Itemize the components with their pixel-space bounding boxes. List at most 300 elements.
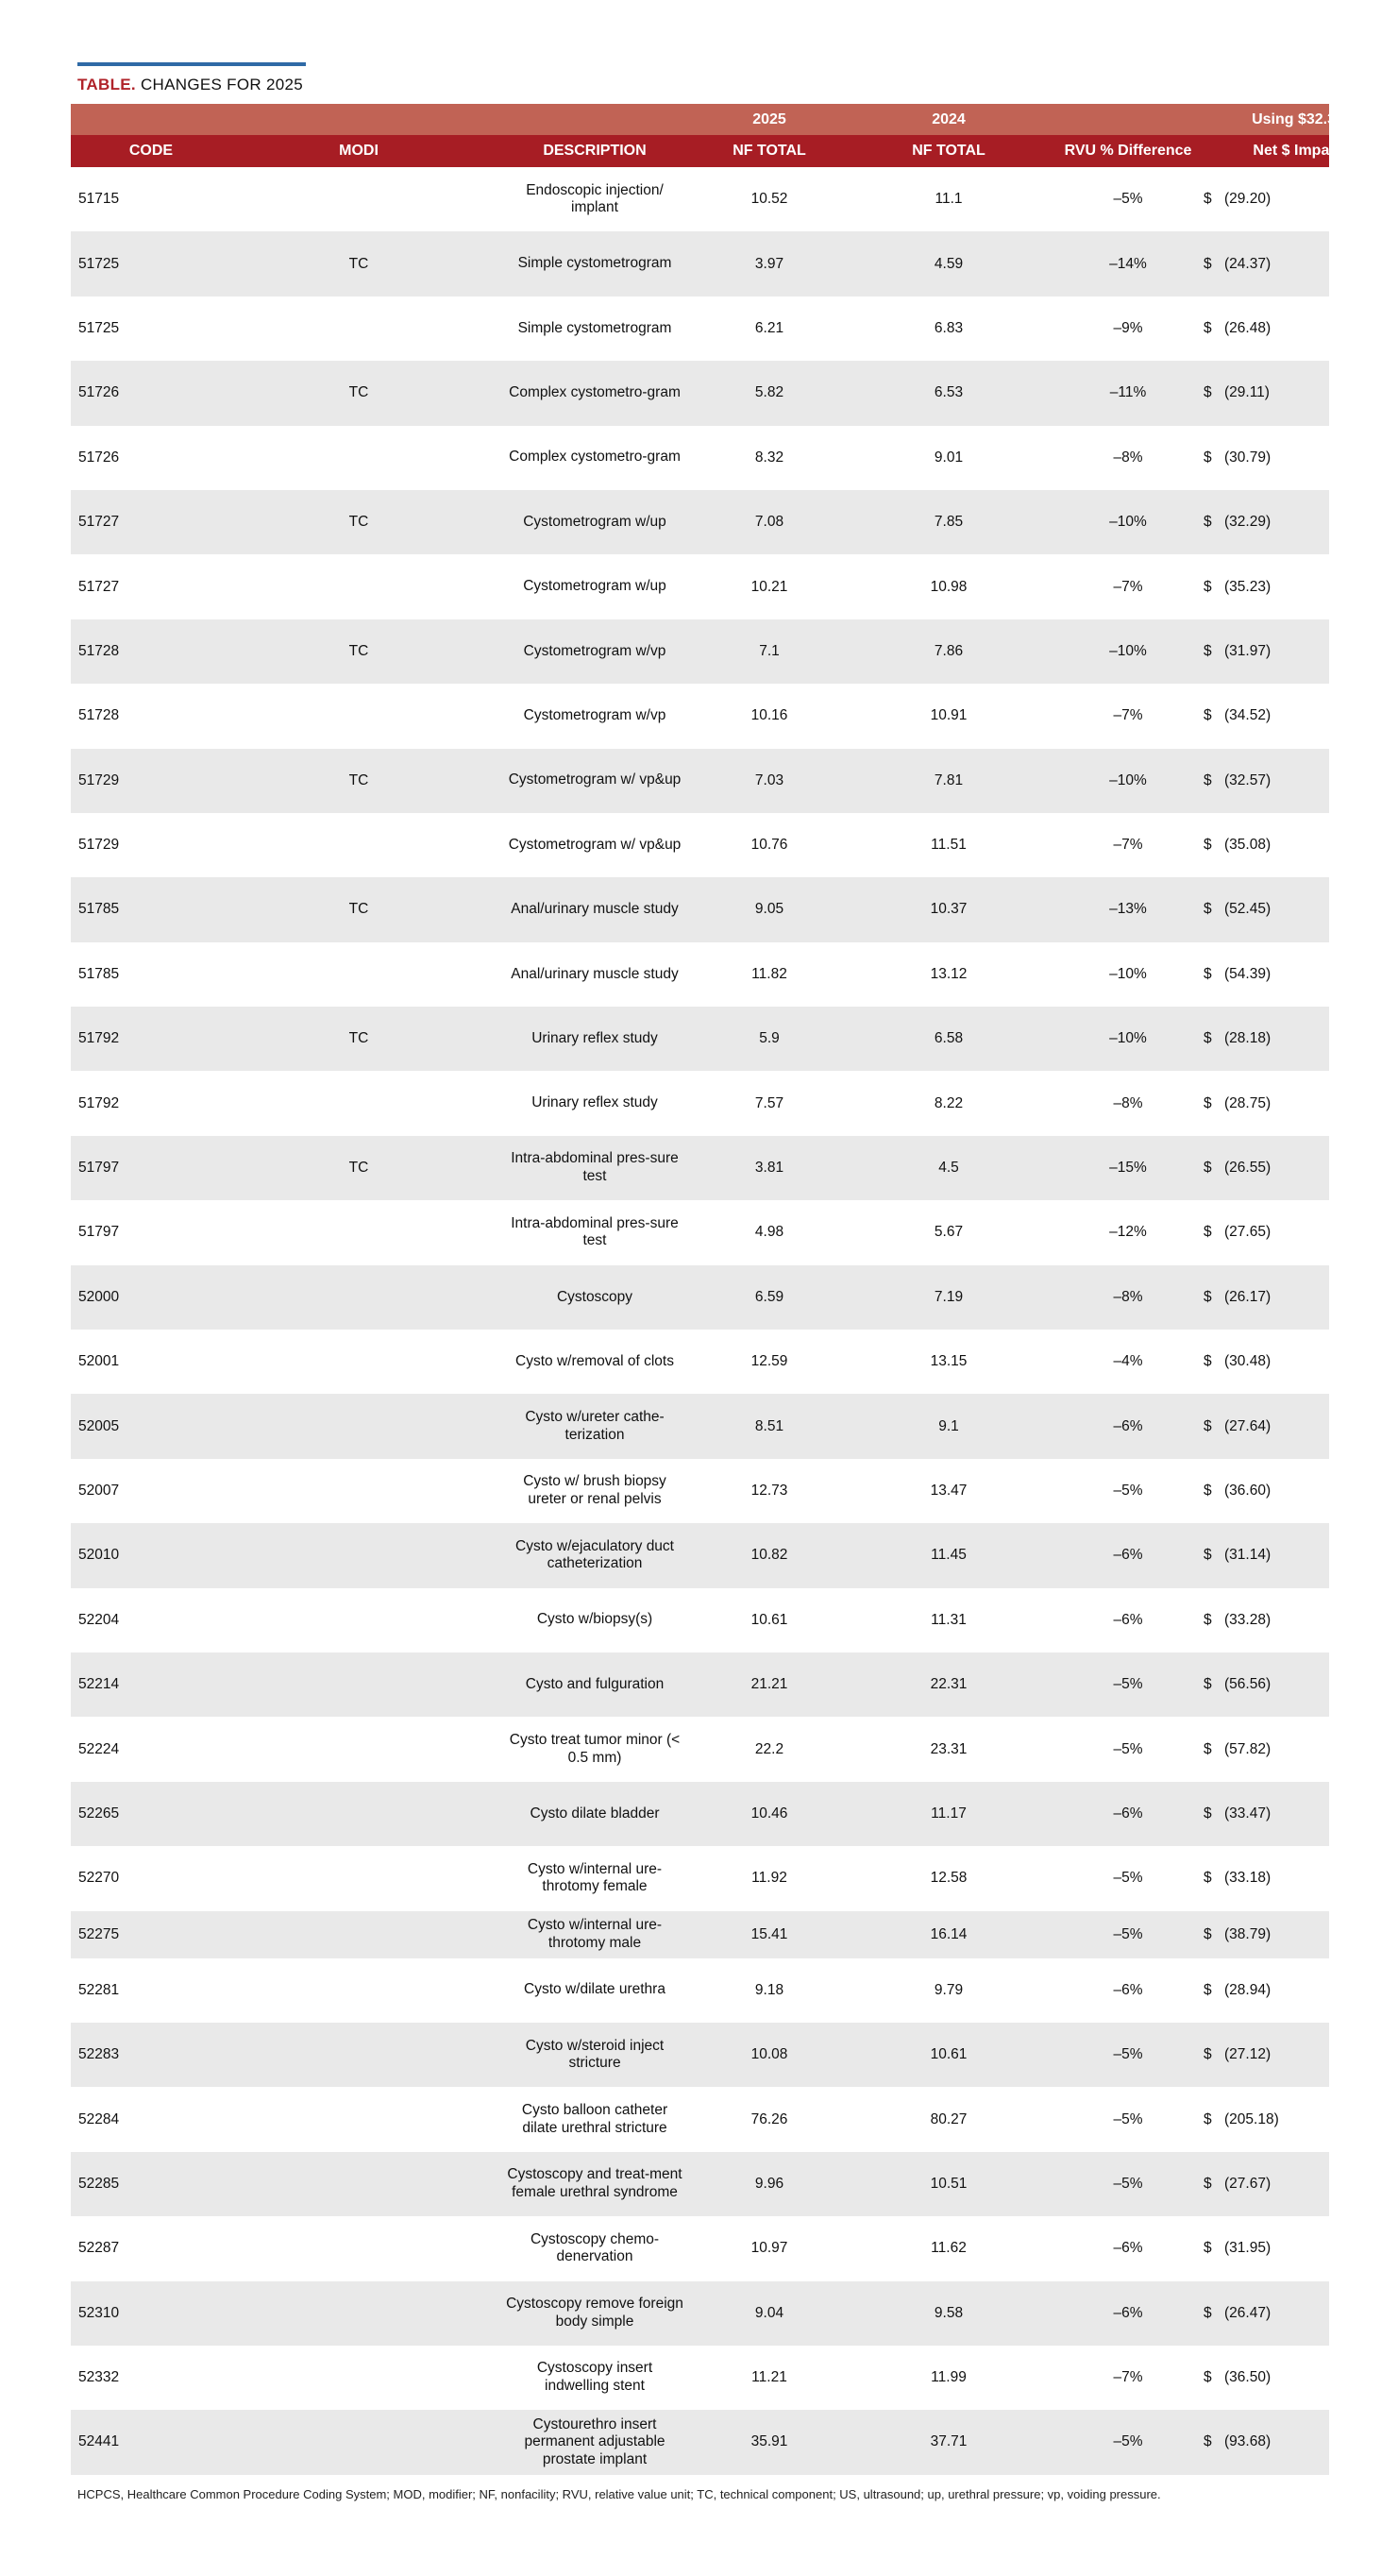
- currency-symbol: $: [1204, 1611, 1212, 1628]
- nf-total-2024-cell: 10.37: [930, 901, 968, 918]
- net-impact-value: (27.64): [1224, 1417, 1272, 1434]
- rvu-difference-cell: –8%: [1113, 1288, 1143, 1305]
- currency-symbol: $: [1204, 2046, 1212, 2063]
- net-impact-value: (57.82): [1224, 1740, 1272, 1757]
- table-row: [71, 490, 1329, 554]
- nf-total-2025-cell: 11.21: [751, 2369, 787, 2386]
- net-impact-cell: [1204, 1652, 1336, 1717]
- nf-total-2025-cell: 4.98: [754, 1224, 784, 1241]
- modifier-cell: [307, 1459, 411, 1523]
- table-row: [71, 1007, 1329, 1071]
- nf-total-2025-cell: 10.46: [750, 1805, 788, 1822]
- currency-symbol: $: [1204, 2175, 1212, 2192]
- nf-total-2024-cell: 10.98: [930, 578, 968, 595]
- nf-total-2025-cell: 10.21: [750, 578, 788, 595]
- rvu-difference-cell: –6%: [1113, 1981, 1143, 1998]
- currency-symbol: $: [1204, 1224, 1212, 1241]
- code-cell: 51725: [78, 255, 120, 272]
- modifier-cell: TC: [348, 642, 369, 659]
- net-impact-cell: [1204, 2087, 1336, 2151]
- code-cell: 51785: [78, 965, 120, 982]
- rvu-difference-cell: –11%: [1109, 384, 1147, 401]
- net-impact-value: (26.47): [1224, 2304, 1272, 2321]
- rvu-difference-cell: –10%: [1109, 1030, 1147, 1047]
- nf-total-2025-cell: 9.04: [754, 2304, 784, 2321]
- table-row: [71, 749, 1329, 813]
- nf-total-2024-cell: 9.79: [934, 1981, 964, 1998]
- modifier-cell: [307, 1782, 411, 1846]
- modifier-cell: TC: [348, 901, 369, 918]
- nf-total-2024-cell: 13.47: [930, 1483, 968, 1499]
- rvu-difference-cell: –6%: [1113, 1611, 1143, 1628]
- modifier-cell: [307, 1652, 411, 1717]
- nf-total-2025-cell: 35.91: [750, 2433, 788, 2450]
- table-row: [71, 554, 1329, 619]
- table-row: [71, 1523, 1329, 1587]
- description: Cysto w/removal of clots: [515, 1352, 674, 1369]
- rvu-difference-cell: –12%: [1109, 1224, 1147, 1241]
- code-cell: 51727: [78, 578, 120, 595]
- nf-total-2024-cell: 11.31: [931, 1611, 967, 1628]
- code-cell: 52287: [78, 2240, 120, 2257]
- net-impact-value: (38.79): [1224, 1925, 1272, 1942]
- code-cell: 52000: [78, 1288, 120, 1305]
- title-rule: [77, 62, 306, 66]
- description: Cysto w/ureter cathe-terization: [525, 1409, 665, 1443]
- rvu-difference-cell: –5%: [1113, 1676, 1143, 1693]
- code-cell: 52281: [78, 1981, 120, 1998]
- code-cell: 52441: [78, 2433, 120, 2450]
- nf-total-2025-cell: 7.1: [759, 642, 780, 659]
- currency-symbol: $: [1204, 191, 1212, 208]
- net-impact-cell: [1204, 813, 1336, 877]
- table-row: [71, 231, 1329, 296]
- nf-total-2025-cell: 3.81: [754, 1160, 784, 1177]
- net-impact-value: (33.47): [1224, 1805, 1272, 1822]
- code-cell: 51728: [78, 642, 120, 659]
- code-cell: 51725: [78, 319, 120, 336]
- nf-total-2024-cell: 12.58: [930, 1870, 968, 1887]
- currency-symbol: $: [1204, 578, 1212, 595]
- currency-symbol: $: [1204, 1160, 1212, 1177]
- description: Complex cystometro-gram: [509, 384, 681, 401]
- modifier-cell: [307, 2410, 411, 2474]
- rvu-difference-cell: –6%: [1113, 2240, 1143, 2257]
- description: Simple cystometrogram: [517, 319, 672, 336]
- net-impact-value: (27.65): [1224, 1224, 1272, 1241]
- modifier-cell: [307, 2023, 411, 2087]
- description: Cystoscopy: [556, 1288, 633, 1305]
- nf-total-2024-cell: 23.31: [930, 1740, 968, 1757]
- net-impact-value: (54.39): [1224, 965, 1272, 982]
- rvu-difference-cell: –5%: [1113, 191, 1143, 208]
- rvu-difference-cell: –4%: [1113, 1353, 1143, 1370]
- rvu-difference-cell: –5%: [1113, 1740, 1143, 1757]
- code-cell: 51726: [78, 449, 120, 466]
- description: Cysto and fulguration: [525, 1675, 665, 1692]
- net-impact-cell: [1204, 554, 1336, 619]
- modifier-cell: [307, 297, 411, 361]
- modifier-cell: [307, 2346, 411, 2410]
- net-impact-cell: [1204, 1911, 1336, 1958]
- code-cell: 52265: [78, 1805, 120, 1822]
- nf-total-2025-cell: 9.96: [754, 2175, 784, 2192]
- table-row: [71, 1136, 1329, 1200]
- currency-symbol: $: [1204, 1094, 1212, 1111]
- net-impact-value: (33.28): [1224, 1611, 1272, 1628]
- table-row: [71, 813, 1329, 877]
- nf-total-2024-cell: 11.99: [931, 2369, 967, 2386]
- code-cell: 52284: [78, 2110, 120, 2127]
- nf-total-2025-cell: 3.97: [754, 255, 784, 272]
- table-row: [71, 2152, 1329, 2216]
- nf-total-2025-cell: 10.52: [750, 191, 788, 208]
- description: Cystometrogram w/ vp&up: [508, 836, 682, 853]
- nf-total-2024-cell: 10.91: [930, 707, 968, 724]
- header-band-columns: [71, 135, 1343, 167]
- currency-symbol: $: [1204, 771, 1212, 788]
- net-impact-value: (26.48): [1224, 319, 1272, 336]
- code-cell: 51797: [78, 1160, 120, 1177]
- code-cell: 51729: [78, 771, 120, 788]
- modifier-cell: TC: [348, 771, 369, 788]
- nf-total-2024-cell: 4.59: [934, 255, 964, 272]
- currency-symbol: $: [1204, 255, 1212, 272]
- modifier-cell: [307, 1588, 411, 1652]
- table-row: [71, 619, 1329, 684]
- modifier-cell: [307, 2152, 411, 2216]
- description: Cystoscopy and treat-ment female urethral syndrome: [507, 2166, 682, 2200]
- table-row: [71, 942, 1329, 1007]
- description: Anal/urinary muscle study: [511, 965, 679, 982]
- description: Cysto w/internal ure-throtomy female: [527, 1860, 663, 1895]
- currency-symbol: $: [1204, 384, 1212, 401]
- net-impact-value: (27.12): [1224, 2046, 1272, 2063]
- description: Cysto w/ejaculatory duct catheterization: [515, 1537, 674, 1572]
- modifier-cell: [307, 1523, 411, 1587]
- header-description: DESCRIPTION: [543, 143, 647, 159]
- table-row: [71, 1652, 1329, 1717]
- net-impact-cell: [1204, 1717, 1336, 1781]
- header-band-years: [71, 104, 1344, 135]
- nf-total-2024-cell: 11.45: [931, 1547, 967, 1564]
- modifier-cell: [307, 813, 411, 877]
- table-row: [71, 2346, 1329, 2410]
- table-row: [71, 1911, 1329, 1958]
- caption-title: CHANGES FOR 2025: [140, 76, 303, 93]
- header-year-2025: 2025: [752, 110, 786, 127]
- code-cell: 51728: [78, 707, 120, 724]
- nf-total-2024-cell: 11.62: [931, 2240, 967, 2257]
- net-impact-value: (32.57): [1224, 771, 1272, 788]
- modifier-cell: [307, 2281, 411, 2346]
- rvu-difference-cell: –7%: [1113, 578, 1143, 595]
- description: Cysto w/internal ure-throtomy male: [527, 1916, 663, 1951]
- currency-symbol: $: [1204, 1740, 1212, 1757]
- modifier-cell: [307, 1958, 411, 2023]
- rvu-difference-cell: –5%: [1113, 1483, 1143, 1499]
- rvu-difference-cell: –8%: [1113, 449, 1143, 466]
- description: Cystoscopy insert indwelling stent: [536, 2360, 653, 2395]
- nf-total-2025-cell: 10.82: [750, 1547, 788, 1564]
- net-impact-cell: [1204, 1136, 1336, 1200]
- rvu-difference-cell: –5%: [1113, 2046, 1143, 2063]
- nf-total-2025-cell: 9.05: [754, 901, 784, 918]
- rvu-difference-cell: –5%: [1113, 2110, 1143, 2127]
- currency-symbol: $: [1204, 319, 1212, 336]
- description: Cystoscopy remove foreign body simple: [506, 2296, 683, 2330]
- rvu-difference-cell: –15%: [1109, 1160, 1147, 1177]
- description: Anal/urinary muscle study: [511, 901, 679, 918]
- code-cell: 52332: [78, 2369, 120, 2386]
- nf-total-2024-cell: 80.27: [930, 2110, 968, 2127]
- rvu-difference-cell: –13%: [1109, 901, 1147, 918]
- net-impact-cell: [1204, 2152, 1336, 2216]
- nf-total-2024-cell: 8.22: [934, 1094, 964, 1111]
- description: Intra-abdominal pres-sure test: [511, 1214, 679, 1249]
- net-impact-cell: [1204, 877, 1336, 941]
- nf-total-2024-cell: 16.14: [930, 1925, 968, 1942]
- description: Urinary reflex study: [531, 1094, 658, 1111]
- nf-total-2024-cell: 9.1: [938, 1417, 959, 1434]
- modifier-cell: [307, 1717, 411, 1781]
- table-caption: [77, 76, 303, 94]
- currency-symbol: $: [1204, 1547, 1212, 1564]
- description: Cysto w/steroid inject stricture: [525, 2037, 665, 2072]
- net-impact-value: (33.18): [1224, 1870, 1272, 1887]
- code-cell: 51785: [78, 901, 120, 918]
- description: Cysto treat tumor minor (< 0.5 mm): [509, 1731, 681, 1766]
- header-using-rate: Using $32.35: [1252, 110, 1344, 127]
- table-row: [71, 877, 1329, 941]
- currency-symbol: $: [1204, 965, 1212, 982]
- table-row: [71, 2281, 1329, 2346]
- nf-total-2024-cell: 5.67: [934, 1224, 964, 1241]
- nf-total-2024-cell: 13.12: [930, 965, 968, 982]
- data-table: [71, 167, 1329, 2475]
- net-impact-value: (28.75): [1224, 1094, 1272, 1111]
- table-row: [71, 1071, 1329, 1135]
- modifier-cell: [307, 1911, 411, 1958]
- net-impact-value: (29.20): [1224, 191, 1272, 208]
- currency-symbol: $: [1204, 1417, 1212, 1434]
- table-row: [71, 2023, 1329, 2087]
- net-impact-value: (205.18): [1224, 2110, 1279, 2127]
- nf-total-2025-cell: 11.92: [751, 1870, 787, 1887]
- table-row: [71, 297, 1329, 361]
- modifier-cell: TC: [348, 384, 369, 401]
- net-impact-value: (26.17): [1224, 1288, 1272, 1305]
- code-cell: 52270: [78, 1870, 120, 1887]
- currency-symbol: $: [1204, 901, 1212, 918]
- header-rvu-difference: RVU % Difference: [1064, 143, 1192, 159]
- net-impact-cell: [1204, 297, 1336, 361]
- code-cell: 52275: [78, 1925, 120, 1942]
- currency-symbol: $: [1204, 2369, 1212, 2386]
- net-impact-value: (31.97): [1224, 642, 1272, 659]
- table-row: [71, 1330, 1329, 1394]
- net-impact-cell: [1204, 1071, 1336, 1135]
- table-row: [71, 1265, 1329, 1330]
- code-cell: 52001: [78, 1353, 120, 1370]
- code-cell: 52204: [78, 1611, 120, 1628]
- table-row: [71, 1846, 1329, 1910]
- nf-total-2025-cell: 9.18: [754, 1981, 784, 1998]
- currency-symbol: $: [1204, 642, 1212, 659]
- nf-total-2024-cell: 22.31: [930, 1676, 968, 1693]
- net-impact-value: (36.60): [1224, 1483, 1272, 1499]
- table-row: [71, 1588, 1329, 1652]
- net-impact-value: (56.56): [1224, 1676, 1272, 1693]
- nf-total-2024-cell: 10.61: [930, 2046, 968, 2063]
- code-cell: 52283: [78, 2046, 120, 2063]
- net-impact-cell: [1204, 167, 1336, 231]
- nf-total-2025-cell: 10.76: [750, 837, 788, 854]
- nf-total-2025-cell: 10.08: [750, 2046, 788, 2063]
- modifier-cell: TC: [348, 1160, 369, 1177]
- net-impact-cell: [1204, 749, 1336, 813]
- nf-total-2024-cell: 11.1: [935, 191, 963, 208]
- nf-total-2025-cell: 5.82: [754, 384, 784, 401]
- nf-total-2025-cell: 10.16: [750, 707, 788, 724]
- net-impact-cell: [1204, 361, 1336, 425]
- nf-total-2025-cell: 6.59: [754, 1288, 784, 1305]
- net-impact-cell: [1204, 1523, 1336, 1587]
- net-impact-value: (32.29): [1224, 514, 1272, 531]
- currency-symbol: $: [1204, 1288, 1212, 1305]
- net-impact-cell: [1204, 1007, 1336, 1071]
- description: Urinary reflex study: [531, 1029, 658, 1046]
- table-row: [71, 2216, 1329, 2280]
- net-impact-cell: [1204, 2281, 1336, 2346]
- net-impact-cell: [1204, 2023, 1336, 2087]
- code-cell: 51797: [78, 1224, 120, 1241]
- net-impact-cell: [1204, 1459, 1336, 1523]
- net-impact-value: (31.14): [1224, 1547, 1272, 1564]
- rvu-difference-cell: –5%: [1113, 2433, 1143, 2450]
- nf-total-2024-cell: 7.81: [934, 771, 964, 788]
- net-impact-cell: [1204, 619, 1336, 684]
- currency-symbol: $: [1204, 1925, 1212, 1942]
- description: Simple cystometrogram: [517, 255, 672, 272]
- net-impact-value: (29.11): [1224, 384, 1270, 401]
- net-impact-cell: [1204, 2410, 1336, 2474]
- description: Cysto w/ brush biopsy ureter or renal pelvis: [523, 1473, 666, 1507]
- rvu-difference-cell: –7%: [1113, 2369, 1143, 2386]
- net-impact-cell: [1204, 2346, 1336, 2410]
- currency-symbol: $: [1204, 1483, 1212, 1499]
- net-impact-value: (35.23): [1224, 578, 1272, 595]
- code-cell: 51726: [78, 384, 120, 401]
- net-impact-cell: [1204, 231, 1336, 296]
- currency-symbol: $: [1204, 1870, 1212, 1887]
- nf-total-2025-cell: 8.32: [754, 449, 784, 466]
- modifier-cell: [307, 426, 411, 490]
- code-cell: 52310: [78, 2304, 120, 2321]
- description: Complex cystometro-gram: [509, 449, 681, 466]
- rvu-difference-cell: –8%: [1113, 1094, 1143, 1111]
- rvu-difference-cell: –10%: [1109, 965, 1147, 982]
- net-impact-cell: [1204, 942, 1336, 1007]
- rvu-difference-cell: –14%: [1109, 255, 1147, 272]
- code-cell: 51715: [78, 191, 120, 208]
- modifier-cell: [307, 1200, 411, 1264]
- footnote: HCPCS, Healthcare Common Procedure Coding System; MOD, modifier; NF, nonfacility; RVU, relative value unit; TC, technical component; US, ultrasound; up, urethral pressure; vp, voiding pressure.: [77, 2487, 1161, 2501]
- rvu-difference-cell: –5%: [1113, 1925, 1143, 1942]
- table-row: [71, 1459, 1329, 1523]
- nf-total-2025-cell: 15.41: [750, 1925, 788, 1942]
- net-impact-value: (28.94): [1224, 1981, 1272, 1998]
- net-impact-value: (93.68): [1224, 2433, 1272, 2450]
- net-impact-value: (30.48): [1224, 1353, 1272, 1370]
- currency-symbol: $: [1204, 837, 1212, 854]
- net-impact-cell: [1204, 684, 1336, 748]
- nf-total-2025-cell: 21.21: [750, 1676, 788, 1693]
- description: Endoscopic injection/ implant: [526, 181, 664, 216]
- nf-total-2024-cell: 7.85: [934, 514, 964, 531]
- nf-total-2024-cell: 4.5: [938, 1160, 959, 1177]
- modifier-cell: [307, 1394, 411, 1458]
- net-impact-value: (34.52): [1224, 707, 1272, 724]
- table-row: [71, 1394, 1329, 1458]
- description: Cysto w/dilate urethra: [524, 1981, 665, 1998]
- nf-total-2024-cell: 7.86: [934, 642, 964, 659]
- modifier-cell: TC: [348, 514, 369, 531]
- table-row: [71, 684, 1329, 748]
- header-net-impact: Net $ Impact: [1253, 143, 1343, 159]
- nf-total-2025-cell: 6.21: [754, 319, 784, 336]
- net-impact-value: (35.08): [1224, 837, 1272, 854]
- net-impact-value: (30.79): [1224, 449, 1272, 466]
- currency-symbol: $: [1204, 514, 1212, 531]
- description: Cystometrogram w/ vp&up: [508, 771, 682, 788]
- currency-symbol: $: [1204, 1981, 1212, 1998]
- header-nf-total-2025: NF TOTAL: [733, 143, 806, 159]
- modifier-cell: TC: [348, 255, 369, 272]
- table-row: [71, 2410, 1329, 2474]
- description: Cystometrogram w/up: [523, 578, 666, 595]
- net-impact-value: (31.95): [1224, 2240, 1272, 2257]
- description: Cysto w/biopsy(s): [536, 1611, 653, 1628]
- nf-total-2024-cell: 11.17: [931, 1805, 967, 1822]
- code-cell: 51727: [78, 514, 120, 531]
- net-impact-cell: [1204, 490, 1336, 554]
- modifier-cell: [307, 2216, 411, 2280]
- rvu-difference-cell: –9%: [1113, 319, 1143, 336]
- rvu-difference-cell: –5%: [1113, 2175, 1143, 2192]
- net-impact-cell: [1204, 1846, 1336, 1910]
- header-year-2024: 2024: [932, 110, 966, 127]
- net-impact-value: (24.37): [1224, 255, 1272, 272]
- table-row: [71, 361, 1329, 425]
- code-cell: 52005: [78, 1417, 120, 1434]
- nf-total-2025-cell: 76.26: [750, 2110, 788, 2127]
- rvu-difference-cell: –7%: [1113, 707, 1143, 724]
- description: Cysto dilate bladder: [530, 1805, 660, 1822]
- nf-total-2025-cell: 12.59: [750, 1353, 788, 1370]
- net-impact-cell: [1204, 2216, 1336, 2280]
- code-cell: 51792: [78, 1094, 120, 1111]
- table-row: [71, 1958, 1329, 2023]
- code-cell: 52224: [78, 1740, 120, 1757]
- modifier-cell: TC: [348, 1030, 369, 1047]
- nf-total-2025-cell: 8.51: [754, 1417, 784, 1434]
- nf-total-2025-cell: 11.82: [751, 965, 787, 982]
- net-impact-cell: [1204, 1200, 1336, 1264]
- net-impact-cell: [1204, 1265, 1336, 1330]
- rvu-difference-cell: –10%: [1109, 642, 1147, 659]
- nf-total-2024-cell: 6.83: [934, 319, 964, 336]
